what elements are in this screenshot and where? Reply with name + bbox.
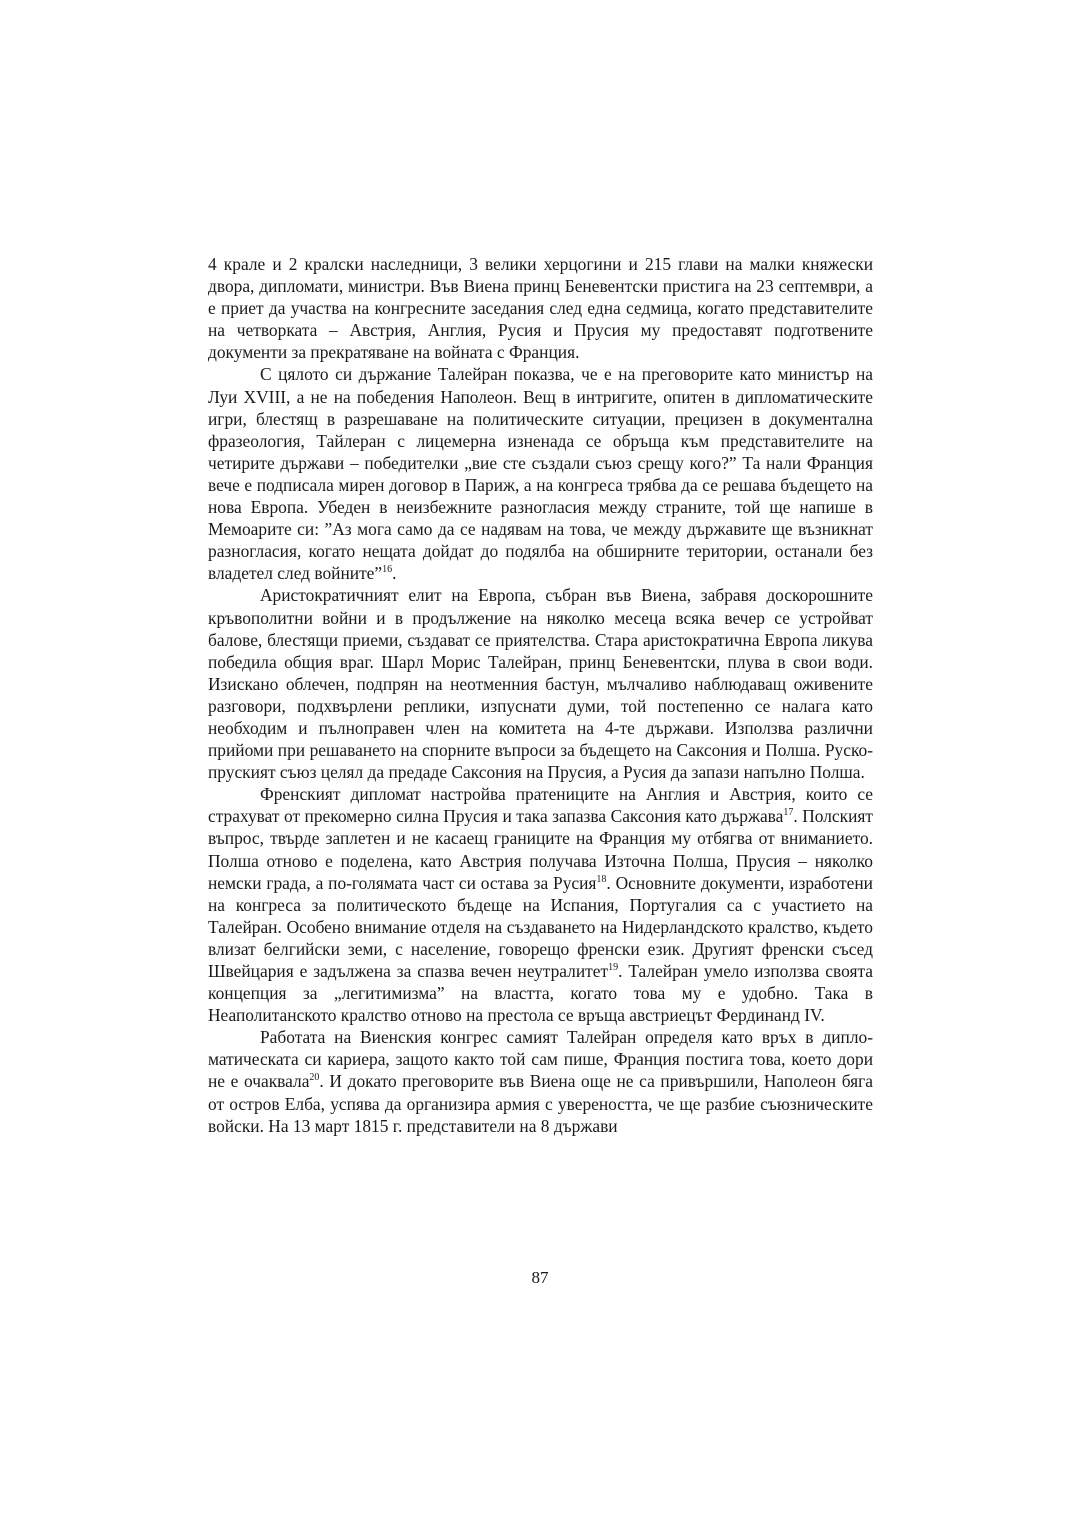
paragraph-text: . Основните документи, изработени на конгреса за политическото бъдеще на Испания, Португалия са с участието на Талейран. Особено внимание отделя на създаването на Нидерландското кралство, където влизат белгийски земи, с население, говорещо френски език. Другият френски съсед Швейцария е задължена за спазва вечен неутралитет	[208, 872, 873, 981]
paragraph-text: Френският дипломат настройва пратениците на Англия и Австрия, които се страхуват от прекомерно силна Прусия и така запазва Саксония като държава	[208, 784, 873, 827]
paragraph	[208, 783, 873, 1026]
paragraph	[208, 253, 873, 363]
paragraph-text: Работата на Виенския конгрес самият Талейран определя като връх в дипломатическата си кариера, защото както той сам пише, Франция постига това, което дори не е очаквала	[208, 1027, 873, 1092]
paragraph	[208, 584, 873, 783]
paragraph-text: . И докато преговорите във Виена още не са привършили, Наполеон бяга от остров Елба, успява да организира армия с увереността, че ще разбие съюзническите войски. На 13 март 1815 г. представители на 8 държави	[208, 1071, 873, 1136]
footnote-marker: 18	[596, 873, 607, 885]
paragraph	[208, 363, 873, 584]
paragraph-text: Аристократичният елит на Европа, събран във Виена, забравя доскорошните кръвополитни войни и в продължение на няколко месеца всяка вечер се устройват балове, блестящи приеми, създават се приятелства. Стара аристократична Европа ликува победила общия враг. Шарл Морис Талейран, принц Беневентски, плува в свои води. Изискано облечен, подпрян на неотменния бастун, мълчаливо наблюдаващ оживените разговори, подхвърлени реплики, изпуснати думи, той постепенно се налага като необходим и пълноправен член на комитета на 4-те държави. Използва различни прийоми при решаването на спорните въпроси за бъдещето на Саксония и Полша. Руско-пруският съюз целял да предаде Саксония на Прусия, а Русия да запази напълно Полша.	[208, 585, 873, 783]
footnote-marker: 19	[608, 962, 619, 974]
footnote-marker: 16	[382, 564, 393, 576]
page-number: 87	[531, 1268, 549, 1287]
paragraph-text: . Талейран умело използва своята концепция за „легитимизма” на властта, когато това му е удобно. Така в Неаполитанското кралство отново на престола се връща австриецът Фердинанд IV.	[208, 961, 873, 1026]
paragraph	[208, 1026, 873, 1136]
paragraph-text: 4 крале и 2 кралски наследници, 3 велики херцогини и 215 глави на малки княжески двора, дипломати, министри. Във Виена принц Беневентски пристига на 23 септември, а е приет да участва на конгресните заседания след една седмица, когато представителите на четворката – Австрия, Англия, Русия и Прусия му предоставят подготвените документи за прекратяване на войната с Франция.	[208, 254, 873, 363]
page-body	[208, 253, 873, 1137]
paragraph-text: . Полският въпрос, твърде заплетен и не касаещ границите на Франция му отбягва от вниманието. Полша отново е поделена, като Австрия получава Източна Полша, Прусия – няколко немски града, а по-голямата част си остава за Русия	[208, 806, 873, 893]
paragraph-text: .	[392, 563, 397, 584]
paragraph-text: С цялото си държание Талейран показва, че е на преговорите като министър на Луи XVIII, а не на победения Наполеон. Вещ в интригите, опитен в дипломатическите игри, блестящ в разрешаване на политическите ситуации, прецизен в документална фразеология, Тайлеран с лицемерна изненада се обръща към представителите на четирите държави – победителки „вие сте създали съюз срещу кого?” Та нали Франция вече е подписала мирен договор в Париж, а на конгреса трябва да се решава бъдещето на нова Европа. Убеден в неизбежните разногласия между страните, той ще напише в Мемоарите си: ”Аз мога само да се надявам на това, че между държавите ще възникнат разногласия, когато нещата дойдат до подялба на обширните територии, останали без владетел след войните”	[208, 364, 873, 584]
footnote-marker: 17	[783, 807, 794, 819]
footnote-marker: 20	[309, 1072, 320, 1084]
